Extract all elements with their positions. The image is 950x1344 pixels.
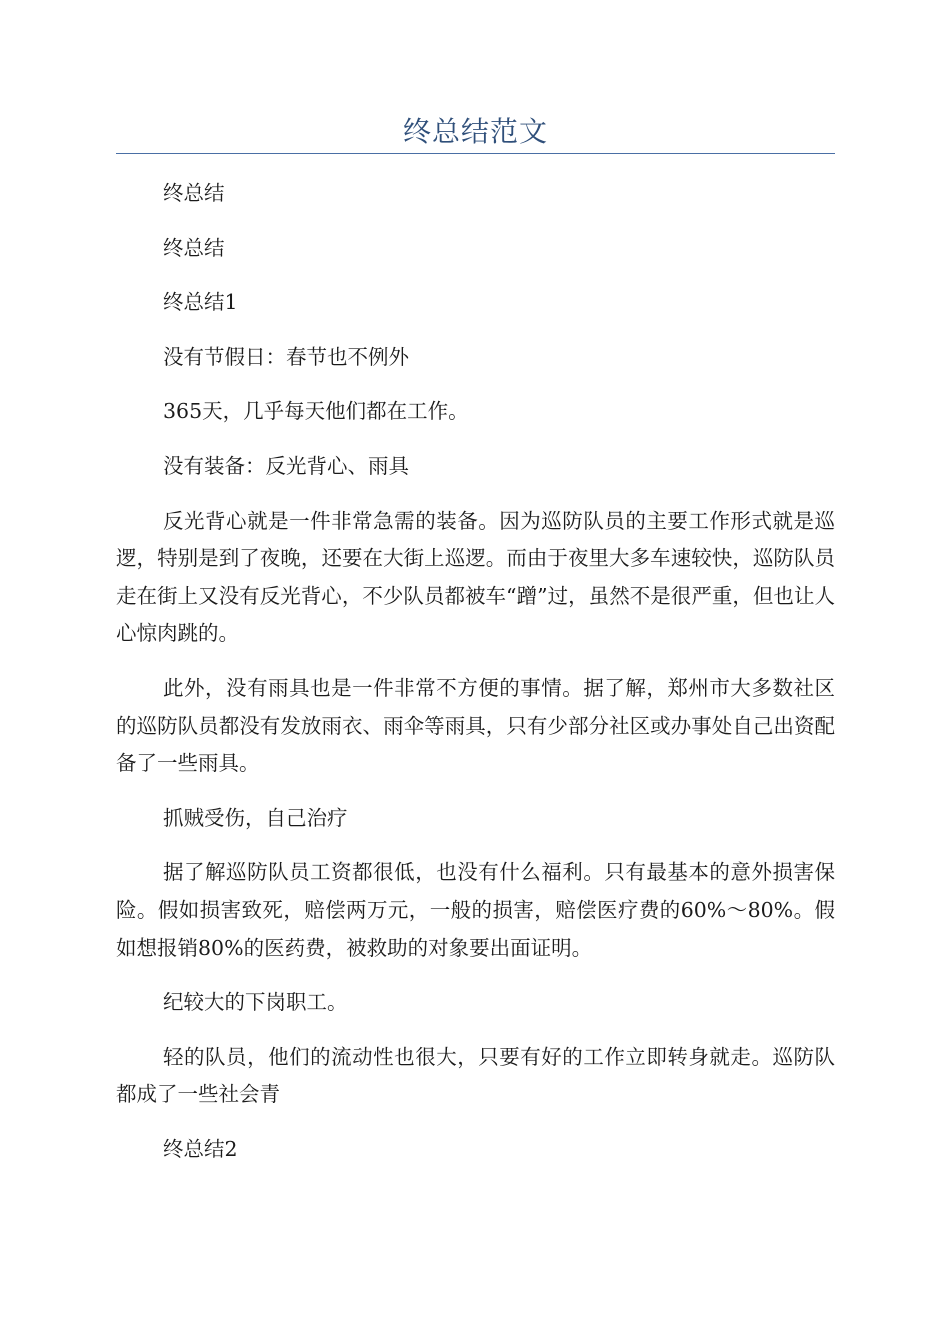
paragraph: 终总结1 bbox=[163, 290, 238, 315]
paragraph: 终总结2 bbox=[163, 1136, 238, 1161]
paragraph: 终总结 bbox=[163, 235, 225, 260]
paragraph: 没有节假日：春节也不例外 bbox=[163, 344, 409, 369]
paragraph: 此外，没有雨具也是一件非常不方便的事情。据了解，郑州市大多数社区的巡防队员都没有发放雨衣、雨伞等雨具，只有少部分社区或办事处自己出资配备了一些雨具。 bbox=[116, 675, 835, 776]
paragraph: 365天，几乎每天他们都在工作。 bbox=[163, 399, 469, 424]
paragraph: 终总结 bbox=[163, 181, 225, 205]
paragraph: 纪较大的下岗职工。 bbox=[163, 990, 348, 1015]
paragraph: 轻的队员，他们的流动性也很大，只要有好的工作立即转身就走。巡防队都成了一些社会青 bbox=[116, 1044, 835, 1107]
paragraph: 反光背心就是一件非常急需的装备。因为巡防队员的主要工作形式就是巡逻，特别是到了夜晚，还要在大街上巡逻。而由于夜里大多车速较快，巡防队员走在街上又没有反光背心，不少队员都被车“蹭”过，虽然不是很严重，但也让人心惊肉跳的。 bbox=[116, 508, 835, 646]
paragraph: 据了解巡防队员工资都很低，也没有什么福利。只有最基本的意外损害保险。假如损害致死，赔偿两万元，一般的损害，赔偿医疗费的60%～80%。假如想报销80%的医药费，被救助的对象要出面证明。 bbox=[116, 860, 835, 960]
document-body bbox=[116, 175, 835, 1185]
paragraph: 抓贼受伤，自己治疗 bbox=[163, 805, 348, 830]
title-underline bbox=[116, 153, 835, 154]
paragraph: 没有装备：反光背心、雨具 bbox=[163, 453, 409, 478]
document-title: 终总结范文 bbox=[402, 115, 548, 148]
